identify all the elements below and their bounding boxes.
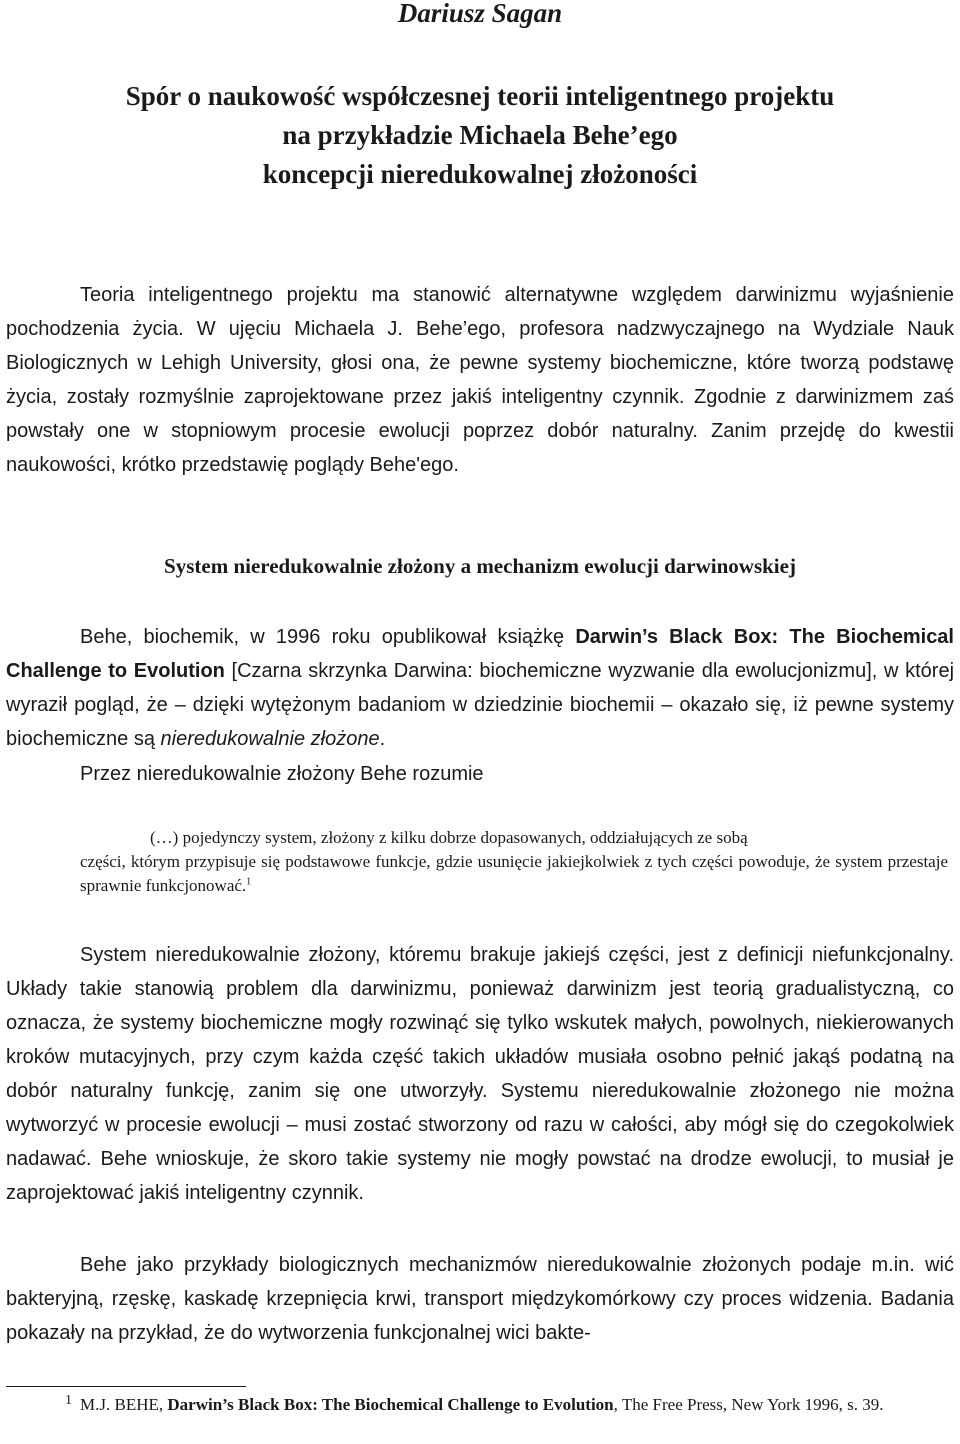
paragraph-text: [Czarna skrzynka Darwina: biochemiczne wyzwanie dla ewolucjonizmu], w której wyraził pogląd, że – dzięki wytężonym badaniom w dziedzinie biochemii – okazało się, iż pewne systemy biochemiczne są	[6, 660, 955, 750]
quote-line: (…) pojedynczy system, złożony z kilku dobrze dopasowanych, oddziałujących ze sobą	[150, 828, 748, 847]
intro-paragraph: Teoria inteligentnego projektu ma stanowić alternatywne względem darwinizmu wyjaśnienie pochodzenia życia. W ujęciu Michaela J. Behe’ego, profesora nadzwyczajnego na Wydziale Nauk Biologicznych w Lehigh University, głosi ona, że pewne systemy biochemiczne, które tworzą podstawę życia, zostały rozmyślnie zaprojektowane przez jakiś inteligentny czynnik. Zgodnie z darwinizmem zaś powstały one w stopniowym procesie ewolucji poprzez dobór naturalny. Zanim przejdę do kwestii naukowości, krótko przedstawię poglądy Behe'ego.	[6, 284, 954, 476]
key-term: nieredukowalnie złożone	[160, 728, 380, 750]
block-quote	[80, 826, 948, 898]
title-line: na przykładzie Michaela Behe’ego	[282, 120, 678, 150]
quote-continuation: części, którym przypisuje się podstawowe funkcje, gdzie usunięcie jakiejkolwiek z tych części powoduje, że system przestaje sprawnie funkcjonować.	[80, 852, 948, 895]
title-line: Spór o naukowość współczesnej teorii inteligentnego projektu	[125, 81, 835, 111]
body-paragraph-4: Behe jako przykłady biologicznych mechanizmów nieredukowalnie złożonych podaje m.in. wić bakteryjną, rzęskę, kaskadę krzepnięcia krwi, transport międzykomórkowy czy proces widzenia. Badania pokazały na przykład, że do wytworzenia funkcjonalnej wici bakte-	[6, 1254, 954, 1344]
footnote	[6, 1392, 952, 1418]
body-paragraph-3: System nieredukowalnie złożony, któremu brakuje jakiejś części, jest z definicji niefunkcjonalny. Układy takie stanowią problem dla darwinizmu, ponieważ darwinizm jest teorią gradualistyczną, co oznacza, że systemy biochemiczne mogły rozwinąć się tylko wskutek małych, powolnych, niekierowanych kroków mutacyjnych, przy czym każda część takich układów musiała osobno pełnić jakąś podatną na dobór naturalny funkcję, zanim się one utworzyły. Systemu nieredukowalnie złożonego nie można wytworzyć w procesie ewolucji – musi zostać stworzony od razu w całości, aby mógł się do czegokolwiek nadawać. Behe wnioskuje, że skoro takie systemy nie mogły powstać na drodze ewolucji, to musiał je zaprojektować jakiś inteligentny czynnik.	[6, 944, 954, 1204]
title-line: koncepcji nieredukowalnej złożoności	[262, 159, 698, 189]
section-heading: System nieredukowalnie złożony a mechanizm ewolucji darwinowskiej	[164, 554, 796, 578]
body-paragraph-2: Przez nieredukowalnie złożony Behe rozumie	[80, 763, 484, 785]
footnote-book-title: Darwin’s Black Box: The Biochemical Challenge to Evolution	[167, 1395, 614, 1414]
paragraph-text: .	[379, 728, 386, 750]
footnote-number: 1	[65, 1393, 72, 1408]
book-title: Darwin’s Black Box: The Biochemical Challenge to Evolution	[6, 626, 954, 682]
footnote-details: , The Free Press, New York 1996, s. 39.	[613, 1395, 884, 1414]
footnote-author: M.J. BEHE,	[80, 1395, 164, 1414]
author-name: Dariusz Sagan	[397, 0, 563, 28]
quote-text	[80, 850, 948, 898]
paragraph-text: Behe, biochemik, w 1996 roku opublikował książkę	[80, 626, 576, 648]
footnote-reference[interactable]: 1	[246, 876, 252, 888]
article-title	[0, 77, 960, 194]
body-paragraph-1	[6, 620, 954, 756]
footnote-divider	[6, 1386, 246, 1387]
footnote-number-wrap	[6, 1392, 80, 1418]
